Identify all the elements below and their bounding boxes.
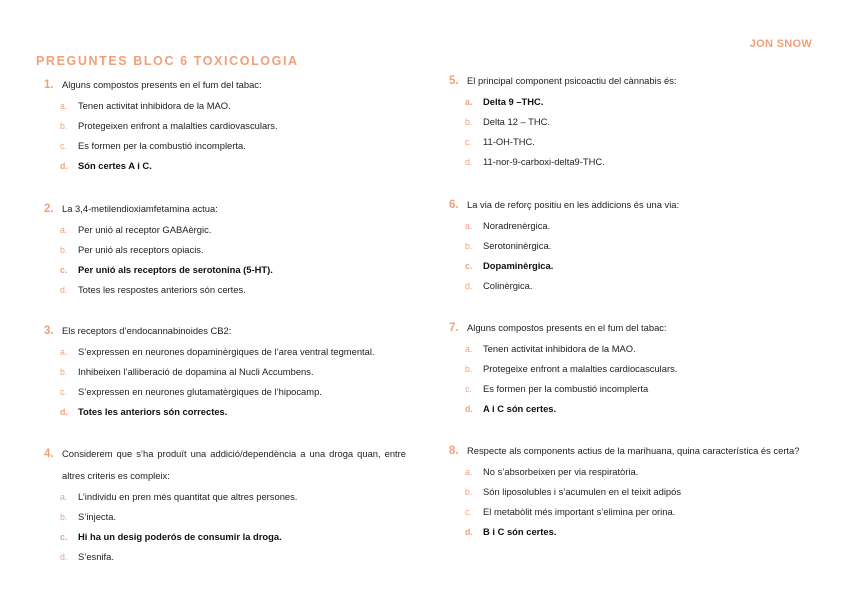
- option-letter: c.: [465, 507, 472, 517]
- question-number: 6.: [449, 199, 459, 211]
- question-header: [449, 317, 819, 339]
- answer-option: [44, 156, 414, 176]
- option-text: Es formen per la combustió incomplerta: [483, 383, 649, 394]
- page-title: PREGUNTES BLOC 6 TOXICOLOGIA: [36, 54, 299, 68]
- option-text: Serotoninèrgica.: [483, 240, 552, 251]
- answer-option: [44, 220, 414, 240]
- option-text: Dopaminèrgica.: [483, 260, 554, 271]
- answer-option: [44, 382, 414, 402]
- answer-option: [449, 379, 819, 399]
- question-header: [449, 70, 819, 92]
- option-text: No s’absorbeixen per via respiratòria.: [483, 466, 639, 477]
- option-text: 11-OH-THC.: [483, 136, 535, 147]
- question-4: [44, 443, 406, 567]
- option-letter: c.: [60, 532, 68, 542]
- answer-option: [44, 402, 414, 422]
- option-text: L’individu en pren més quantitat que altres persones.: [78, 491, 298, 502]
- option-letter: a.: [60, 492, 68, 502]
- answer-option: [44, 240, 414, 260]
- question-header: [44, 74, 414, 96]
- question-1: [44, 74, 414, 176]
- question-header: [449, 440, 813, 462]
- option-letter: d.: [60, 407, 68, 417]
- option-letter: a.: [465, 467, 473, 477]
- answer-option: [44, 116, 414, 136]
- option-letter: b.: [465, 117, 473, 127]
- option-text: S’esnifa.: [78, 551, 114, 562]
- option-text: Protegeixe enfront a malalties cardiocasculars.: [483, 363, 678, 374]
- option-text: Hi ha un desig poderós de consumir la droga.: [78, 531, 282, 542]
- option-letter: c.: [465, 137, 472, 147]
- option-letter: b.: [60, 512, 68, 522]
- option-text: Inhibeixen l’alliberació de dopamina al Nucli Accumbens.: [78, 366, 314, 377]
- option-letter: a.: [60, 101, 68, 111]
- answer-option: [449, 482, 813, 502]
- answer-option: [449, 522, 813, 542]
- question-number: 1.: [44, 79, 54, 91]
- question-number: 2.: [44, 203, 54, 215]
- option-text: Noradrenèrgica.: [483, 220, 551, 231]
- answer-option: [449, 92, 819, 112]
- option-text: Tenen activitat inhibidora de la MAO.: [78, 100, 231, 111]
- option-text: Totes les anteriors són correctes.: [78, 406, 228, 417]
- question-text: Alguns compostos presents en el fum del tabac:: [467, 322, 667, 333]
- answer-option: [449, 359, 819, 379]
- answer-option: [449, 399, 819, 419]
- option-letter: c.: [465, 261, 473, 271]
- question-text: La via de reforç positiu en les addicions és una via:: [467, 199, 680, 210]
- answer-option: [449, 216, 819, 236]
- answer-option: [449, 236, 819, 256]
- answer-option: [449, 502, 813, 522]
- option-text: Són liposolubles i s’acumulen en el teixit adipós: [483, 486, 682, 497]
- answer-option: [44, 280, 414, 300]
- option-letter: d.: [60, 552, 68, 562]
- option-text: Per unió als receptors de serotonina (5-HT).: [78, 264, 273, 275]
- option-letter: b.: [465, 487, 473, 497]
- question-text: Els receptors d’endocannabinoides CB2:: [62, 325, 232, 336]
- option-letter: d.: [465, 404, 473, 414]
- answer-option: [44, 527, 406, 547]
- answer-option: [449, 339, 819, 359]
- option-letter: c.: [60, 265, 68, 275]
- option-letter: c.: [60, 141, 67, 151]
- option-text: S’expressen en neurones glutamatèrgiques de l’hipocamp.: [78, 386, 322, 397]
- option-letter: b.: [60, 121, 68, 131]
- answer-option: [449, 112, 819, 132]
- question-7: [449, 317, 819, 419]
- answer-option: [449, 132, 819, 152]
- option-letter: a.: [465, 344, 473, 354]
- question-8: [449, 440, 813, 542]
- option-letter: b.: [60, 367, 68, 377]
- author-name: JON SNOW: [749, 38, 812, 50]
- question-6: [449, 194, 819, 296]
- option-text: A i C són certes.: [483, 403, 557, 414]
- option-text: Per unió als receptors opiacis.: [78, 244, 204, 255]
- answer-option: [44, 260, 414, 280]
- question-text: Considerem que s’ha produït una addició/dependència a una droga quan, entre altres criteris es compleix:: [62, 448, 406, 481]
- answer-option: [44, 362, 414, 382]
- option-letter: b.: [465, 241, 473, 251]
- option-text: Protegeixen enfront a malalties cardiovasculars.: [78, 120, 278, 131]
- option-letter: a.: [60, 347, 68, 357]
- question-text: El principal component psicoactiu del cànnabis és:: [467, 75, 677, 86]
- option-letter: a.: [60, 225, 68, 235]
- question-text: Alguns compostos presents en el fum del tabac:: [62, 79, 262, 90]
- option-letter: a.: [465, 221, 473, 231]
- answer-option: [449, 276, 819, 296]
- option-letter: d.: [465, 281, 473, 291]
- option-text: Colinèrgica.: [483, 280, 533, 291]
- question-header: [44, 443, 406, 487]
- option-text: Totes les respostes anteriors són certes.: [78, 284, 246, 295]
- option-text: S’expressen en neurones dopaminèrgiques de l’area ventral tegmental.: [78, 346, 375, 357]
- option-text: B i C són certes.: [483, 526, 557, 537]
- option-text: 11-nor-9-carboxi-delta9-THC.: [483, 156, 605, 167]
- option-text: El metabòlit més important s’elimina per orina.: [483, 506, 676, 517]
- option-text: Delta 9 –THC.: [483, 96, 544, 107]
- option-letter: d.: [465, 527, 473, 537]
- answer-option: [44, 136, 414, 156]
- answer-option: [449, 256, 819, 276]
- option-letter: b.: [465, 364, 473, 374]
- question-3: [44, 320, 414, 422]
- option-letter: c.: [465, 384, 472, 394]
- question-header: [44, 320, 414, 342]
- question-header: [44, 198, 414, 220]
- option-letter: c.: [60, 387, 67, 397]
- option-letter: d.: [465, 157, 473, 167]
- question-2: [44, 198, 414, 300]
- option-letter: d.: [60, 161, 68, 171]
- question-number: 4.: [44, 448, 54, 460]
- answer-option: [44, 487, 406, 507]
- question-number: 8.: [449, 445, 459, 457]
- option-letter: b.: [60, 245, 68, 255]
- answer-option: [44, 547, 406, 567]
- question-text: La 3,4-metilendioxiamfetamina actua:: [62, 203, 218, 214]
- question-number: 5.: [449, 75, 459, 87]
- answer-option: [449, 152, 819, 172]
- option-letter: d.: [60, 285, 68, 295]
- option-letter: a.: [465, 97, 473, 107]
- question-5: [449, 70, 819, 172]
- question-header: [449, 194, 819, 216]
- answer-option: [449, 462, 813, 482]
- question-text: Respecte als components actius de la marihuana, quina característica és certa?: [467, 445, 800, 456]
- answer-option: [44, 507, 406, 527]
- question-number: 7.: [449, 322, 459, 334]
- option-text: Són certes A i C.: [78, 160, 152, 171]
- option-text: Per unió al receptor GABAèrgic.: [78, 224, 212, 235]
- option-text: Tenen activitat inhibidora de la MAO.: [483, 343, 636, 354]
- option-text: Delta 12 – THC.: [483, 116, 551, 127]
- option-text: Es formen per la combustió incomplerta.: [78, 140, 246, 151]
- answer-option: [44, 96, 414, 116]
- question-number: 3.: [44, 325, 54, 337]
- answer-option: [44, 342, 414, 362]
- option-text: S’injecta.: [78, 511, 117, 522]
